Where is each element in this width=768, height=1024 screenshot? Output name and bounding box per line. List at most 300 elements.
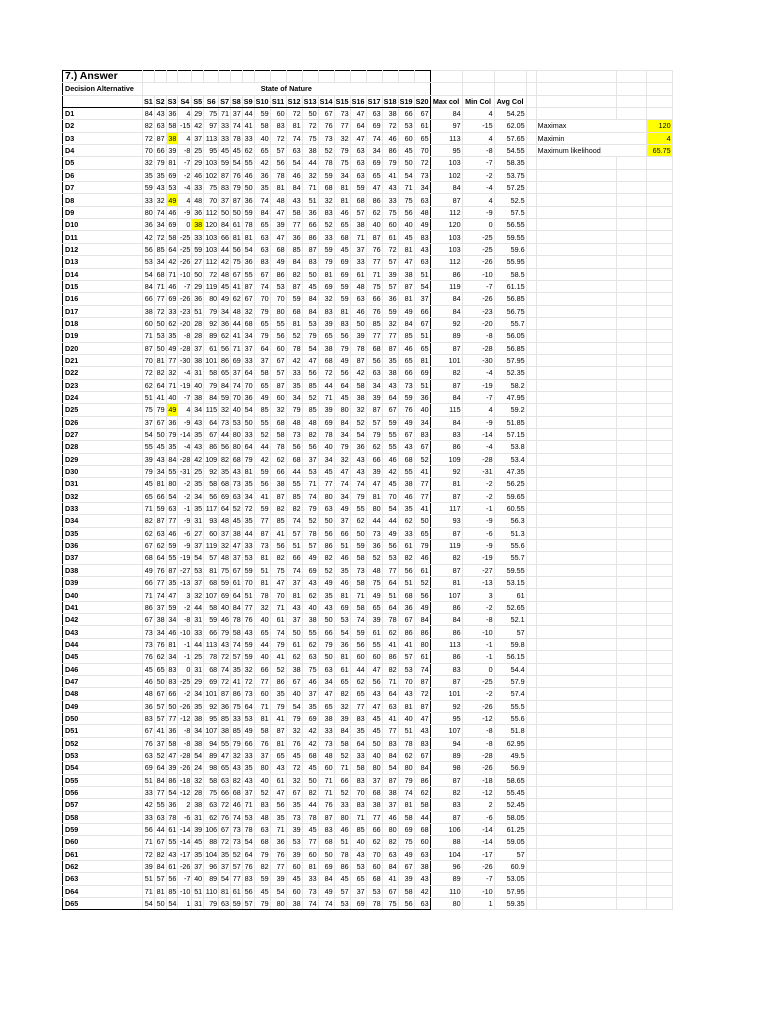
payoff-cell: 43 <box>382 182 398 194</box>
payoff-cell: 63 <box>414 898 430 910</box>
payoff-cell: 43 <box>414 243 430 255</box>
avg-cell: 59.2 <box>494 404 526 416</box>
payoff-cell: 84 <box>382 861 398 873</box>
payoff-cell: 2 <box>178 799 192 811</box>
payoff-cell: 34 <box>334 169 350 181</box>
payoff-cell: 63 <box>302 651 318 663</box>
cell <box>646 885 672 897</box>
payoff-cell: 62 <box>350 515 366 527</box>
max-cell: 87 <box>430 379 462 391</box>
payoff-cell: 31 <box>192 367 204 379</box>
payoff-cell: 77 <box>366 330 382 342</box>
payoff-cell: -9 <box>178 540 192 552</box>
payoff-cell: 63 <box>350 169 366 181</box>
cell <box>526 157 536 169</box>
cell <box>646 675 672 687</box>
payoff-cell: 45 <box>366 712 382 724</box>
cell <box>526 762 536 774</box>
payoff-cell: 77 <box>270 861 286 873</box>
payoff-cell: 84 <box>382 749 398 761</box>
payoff-cell: 84 <box>302 293 318 305</box>
payoff-cell: 72 <box>414 157 430 169</box>
min-cell: -28 <box>462 749 494 761</box>
cell <box>616 651 646 663</box>
payoff-cell: 79 <box>286 404 302 416</box>
max-cell: 84 <box>430 108 462 120</box>
payoff-cell: 106 <box>205 825 218 835</box>
payoff-cell: 75 <box>204 108 219 120</box>
payoff-cell: 49 <box>270 256 286 268</box>
payoff-cell: 61 <box>366 626 382 638</box>
maximax-value: 120 <box>646 120 672 132</box>
cell <box>646 836 672 848</box>
payoff-cell: 68 <box>350 194 366 206</box>
payoff-cell: 39 <box>350 330 366 342</box>
cell <box>536 243 616 255</box>
min-cell: -10 <box>462 268 494 280</box>
payoff-cell: 69 <box>334 268 350 280</box>
avg-cell: 53.15 <box>494 577 526 589</box>
payoff-cell: -1 <box>178 503 192 515</box>
cell <box>616 330 646 342</box>
payoff-cell: 52 <box>286 330 302 342</box>
payoff-cell: 69 <box>350 898 366 910</box>
cell <box>166 71 178 83</box>
decision-label: D29 <box>63 453 143 465</box>
payoff-cell: 35 <box>192 848 204 860</box>
payoff-cell: 47 <box>166 749 178 761</box>
decision-label: D58 <box>63 811 143 823</box>
payoff-cell: 46 <box>166 280 178 292</box>
payoff-cell: 62 <box>382 626 398 638</box>
payoff-cell: 37 <box>192 577 204 589</box>
cell <box>646 786 672 798</box>
payoff-cell: 56 <box>334 367 350 379</box>
payoff-cell: 76 <box>242 861 254 873</box>
payoff-cell: 59 <box>166 601 178 613</box>
cell <box>646 95 672 107</box>
payoff-cell: 75 <box>398 836 414 848</box>
payoff-cell: 56 <box>254 478 270 490</box>
payoff-cell: 52 <box>318 219 334 231</box>
payoff-cell: 67 <box>398 614 414 626</box>
min-cell: -13 <box>462 577 494 589</box>
avg-cell: 47.95 <box>494 391 526 403</box>
payoff-cell: 43 <box>166 848 178 860</box>
cell <box>616 552 646 564</box>
table-row <box>63 725 673 737</box>
payoff-cell: 54 <box>382 503 398 515</box>
payoff-cell: 74 <box>254 194 270 206</box>
cell <box>536 552 616 564</box>
cell <box>430 83 462 95</box>
cell <box>526 700 536 712</box>
payoff-cell: 69 <box>334 256 350 268</box>
payoff-cell: 59 <box>350 182 366 194</box>
payoff-cell: 62 <box>154 540 166 552</box>
payoff-cell: 61 <box>414 120 430 132</box>
payoff-cell: -4 <box>178 367 192 379</box>
payoff-cell: 48 <box>143 688 155 700</box>
payoff-cell: 34 <box>242 490 254 502</box>
payoff-cell: 84 <box>318 873 334 885</box>
payoff-cell: 42 <box>302 737 318 749</box>
payoff-cell: 44 <box>318 379 334 391</box>
payoff-cell: 77 <box>254 515 270 527</box>
payoff-cell: 83 <box>219 182 231 194</box>
cell <box>646 453 672 465</box>
payoff-cell: 55 <box>143 441 155 453</box>
avg-cell: 57 <box>494 626 526 638</box>
payoff-cell: 61 <box>270 774 286 786</box>
payoff-cell: 72 <box>154 305 166 317</box>
payoff-cell: 73 <box>143 626 155 638</box>
payoff-cell: 72 <box>154 231 166 243</box>
payoff-cell: 32 <box>254 601 270 613</box>
payoff-cell: 71 <box>350 231 366 243</box>
max-cell: 87 <box>430 194 462 206</box>
payoff-cell: 45 <box>334 243 350 255</box>
payoff-cell: 71 <box>270 823 286 835</box>
payoff-cell: 66 <box>366 453 382 465</box>
cell <box>526 145 536 157</box>
payoff-cell: 67 <box>398 861 414 873</box>
payoff-cell: 68 <box>366 342 382 354</box>
payoff-cell: 32 <box>334 700 350 712</box>
decision-label: D35 <box>63 527 143 539</box>
payoff-cell: 34 <box>154 219 166 231</box>
payoff-cell: 58 <box>204 774 219 786</box>
cell <box>536 712 616 724</box>
payoff-cell: 36 <box>286 231 302 243</box>
payoff-cell: 56 <box>398 898 414 910</box>
payoff-cell: -17 <box>178 848 192 860</box>
cell <box>219 71 231 83</box>
payoff-cell: 53 <box>230 416 242 428</box>
payoff-cell: 73 <box>334 108 350 120</box>
cell <box>536 95 616 107</box>
cell <box>616 490 646 502</box>
cell <box>526 83 536 95</box>
avg-cell: 55.45 <box>494 786 526 798</box>
cell <box>536 577 616 589</box>
table-row <box>63 898 673 910</box>
payoff-cell: 59 <box>242 206 254 218</box>
payoff-cell: 73 <box>318 737 334 749</box>
avg-cell: 55.7 <box>494 317 526 329</box>
cell <box>616 799 646 811</box>
cell <box>526 651 536 663</box>
payoff-cell: 37 <box>230 367 242 379</box>
max-cell: 83 <box>430 663 462 675</box>
payoff-cell: 50 <box>302 268 318 280</box>
payoff-cell: 38 <box>192 219 204 231</box>
payoff-cell: 76 <box>254 737 270 749</box>
payoff-cell: 44 <box>350 663 366 675</box>
avg-cell: 57.95 <box>494 885 526 897</box>
payoff-cell: 57 <box>398 651 414 663</box>
payoff-cell: 77 <box>366 811 382 823</box>
payoff-cell: 60 <box>270 108 286 120</box>
payoff-cell: 25 <box>192 466 204 478</box>
payoff-cell: 64 <box>242 700 254 712</box>
payoff-cell: 54 <box>286 157 302 169</box>
avg-cell: 52.45 <box>494 799 526 811</box>
payoff-cell: 78 <box>270 441 286 453</box>
payoff-cell: 71 <box>143 503 155 515</box>
payoff-cell: 46 <box>143 675 155 687</box>
payoff-cell: 69 <box>166 219 178 231</box>
cell <box>646 317 672 329</box>
payoff-cell: 57 <box>382 256 398 268</box>
payoff-cell: -2 <box>178 478 192 490</box>
payoff-cell: 66 <box>154 145 166 157</box>
cell <box>646 774 672 786</box>
cell <box>526 786 536 798</box>
max-cell: 112 <box>430 256 462 268</box>
payoff-cell: 65 <box>254 145 270 157</box>
payoff-cell: 28 <box>192 317 204 329</box>
payoff-cell: 47 <box>166 589 178 601</box>
table-row <box>63 848 673 860</box>
payoff-cell: 57 <box>302 540 318 552</box>
payoff-cell: 77 <box>166 354 178 366</box>
payoff-cell: 53 <box>242 811 254 823</box>
avg-cell: 55.5 <box>494 700 526 712</box>
decision-label: D47 <box>63 675 143 687</box>
payoff-cell: 37 <box>143 416 155 428</box>
payoff-cell: 71 <box>366 268 382 280</box>
payoff-cell: 60 <box>350 651 366 663</box>
cell <box>536 799 616 811</box>
payoff-cell: 37 <box>350 885 366 897</box>
cell <box>646 725 672 737</box>
payoff-cell: 34 <box>334 428 350 440</box>
payoff-cell: 36 <box>302 206 318 218</box>
payoff-cell: -25 <box>178 675 192 687</box>
payoff-cell: 54 <box>166 898 178 910</box>
payoff-cell: 41 <box>154 725 166 737</box>
payoff-cell: 63 <box>382 848 398 860</box>
payoff-cell: 63 <box>350 293 366 305</box>
payoff-cell: -15 <box>178 120 192 132</box>
avg-cell: 56.3 <box>494 515 526 527</box>
payoff-cell: 84 <box>286 256 302 268</box>
max-cell: 107 <box>430 725 462 737</box>
cell <box>526 552 536 564</box>
payoff-cell: 56 <box>219 342 231 354</box>
decision-label: D17 <box>63 305 143 317</box>
cell <box>430 71 462 83</box>
payoff-cell: 55 <box>366 638 382 650</box>
payoff-cell: 55 <box>270 317 286 329</box>
payoff-cell: 85 <box>166 885 178 897</box>
cell <box>646 367 672 379</box>
payoff-cell: 81 <box>398 799 414 811</box>
payoff-cell: 93 <box>204 515 219 527</box>
cell <box>526 108 536 120</box>
cell <box>646 404 672 416</box>
payoff-cell: 51 <box>143 873 155 885</box>
cell <box>526 675 536 687</box>
cell <box>526 873 536 885</box>
payoff-cell: 35 <box>230 663 242 675</box>
decision-label: D38 <box>63 564 143 576</box>
payoff-cell: 52 <box>334 786 350 798</box>
table-row <box>63 626 673 638</box>
payoff-cell: 83 <box>166 663 178 675</box>
cell <box>526 391 536 403</box>
payoff-cell: -23 <box>178 305 192 317</box>
decision-label: D52 <box>63 737 143 749</box>
payoff-cell: 85 <box>219 712 231 724</box>
payoff-cell: 64 <box>382 577 398 589</box>
payoff-cell: 32 <box>230 749 242 761</box>
payoff-cell: -10 <box>178 885 192 897</box>
payoff-cell: 59 <box>350 626 366 638</box>
payoff-cell: 64 <box>382 688 398 700</box>
payoff-cell: 65 <box>414 527 430 539</box>
table-row <box>63 564 673 576</box>
cell <box>616 71 646 83</box>
min-cell: -10 <box>462 626 494 638</box>
payoff-cell: 75 <box>204 786 219 798</box>
payoff-cell: 39 <box>166 762 178 774</box>
payoff-cell: 65 <box>154 663 166 675</box>
payoff-cell: 61 <box>350 268 366 280</box>
payoff-cell: 52 <box>414 453 430 465</box>
payoff-cell: 71 <box>382 675 398 687</box>
payoff-cell: -18 <box>178 774 192 786</box>
payoff-cell: 72 <box>219 651 231 663</box>
payoff-cell: 83 <box>318 305 334 317</box>
cell <box>143 71 155 83</box>
cell <box>616 354 646 366</box>
payoff-cell: 38 <box>398 268 414 280</box>
cell <box>646 527 672 539</box>
payoff-cell: 70 <box>143 354 155 366</box>
payoff-cell: 79 <box>398 774 414 786</box>
payoff-cell: -7 <box>178 157 192 169</box>
max-cell: 89 <box>430 330 462 342</box>
payoff-cell: 64 <box>230 589 242 601</box>
payoff-cell: 37 <box>192 861 204 873</box>
payoff-cell: 72 <box>286 762 302 774</box>
max-cell: 119 <box>430 280 462 292</box>
payoff-cell: 74 <box>366 132 382 144</box>
cell <box>646 848 672 860</box>
payoff-cell: 41 <box>230 675 242 687</box>
payoff-cell: 57 <box>270 145 286 157</box>
cell <box>646 823 672 835</box>
payoff-cell: -9 <box>178 416 192 428</box>
min-cell: -8 <box>462 725 494 737</box>
payoff-cell: 58 <box>398 885 414 897</box>
table-row <box>63 515 673 527</box>
payoff-cell: 39 <box>286 848 302 860</box>
decision-label: D43 <box>63 626 143 638</box>
payoff-cell: 40 <box>350 836 366 848</box>
payoff-cell: 64 <box>242 441 254 453</box>
payoff-cell: 53 <box>334 898 350 910</box>
table-row <box>63 157 673 169</box>
payoff-cell: 35 <box>166 577 178 589</box>
payoff-cell: 63 <box>154 811 166 823</box>
payoff-cell: 79 <box>254 305 270 317</box>
cell <box>536 861 616 873</box>
payoff-cell: 47 <box>350 132 366 144</box>
payoff-cell: 70 <box>350 786 366 798</box>
payoff-cell: 64 <box>166 243 178 255</box>
payoff-cell: 49 <box>302 552 318 564</box>
avg-cell: 59.35 <box>494 898 526 910</box>
cell <box>526 330 536 342</box>
payoff-cell: 113 <box>204 132 219 144</box>
payoff-cell: 81 <box>334 194 350 206</box>
cell <box>536 675 616 687</box>
decision-label: D42 <box>63 614 143 626</box>
payoff-cell: 28 <box>192 786 204 798</box>
payoff-cell: 67 <box>254 268 270 280</box>
payoff-cell: 71 <box>166 268 178 280</box>
payoff-cell: -4 <box>178 182 192 194</box>
payoff-cell: -4 <box>178 441 192 453</box>
avg-cell: 59.05 <box>494 836 526 848</box>
maximax-label: Maximax <box>536 120 646 132</box>
payoff-cell: 77 <box>318 478 334 490</box>
payoff-cell: 38 <box>286 898 302 910</box>
payoff-cell: 81 <box>270 182 286 194</box>
decision-label: D30 <box>63 466 143 478</box>
payoff-cell: 34 <box>192 688 204 700</box>
payoff-cell: 77 <box>382 564 398 576</box>
min-cell: -25 <box>462 675 494 687</box>
payoff-cell: 87 <box>302 243 318 255</box>
payoff-cell: 0 <box>178 219 192 231</box>
min-cell: 4 <box>462 108 494 120</box>
payoff-cell: 44 <box>414 811 430 823</box>
payoff-cell: 44 <box>192 638 204 650</box>
payoff-cell: 54 <box>398 169 414 181</box>
payoff-cell: 74 <box>219 663 231 675</box>
state-header-s9: S9 <box>243 96 253 106</box>
decision-label: D41 <box>63 601 143 613</box>
payoff-cell: 36 <box>350 441 366 453</box>
min-cell: -1 <box>462 638 494 650</box>
payoff-cell: 50 <box>350 317 366 329</box>
payoff-cell: 79 <box>350 490 366 502</box>
cell <box>536 317 616 329</box>
payoff-cell: 62 <box>302 589 318 601</box>
decision-label: D65 <box>63 898 143 910</box>
max-cell: 106 <box>430 823 462 835</box>
table-row <box>63 441 673 453</box>
payoff-cell: -26 <box>178 861 192 873</box>
cell <box>526 490 536 502</box>
payoff-cell: 40 <box>254 614 270 626</box>
payoff-cell: 32 <box>334 132 350 144</box>
payoff-cell: 53 <box>302 466 318 478</box>
cell <box>616 83 646 95</box>
payoff-cell: 68 <box>204 577 219 589</box>
payoff-cell: 72 <box>286 108 302 120</box>
cell <box>536 367 616 379</box>
payoff-cell: 87 <box>350 354 366 366</box>
payoff-cell: 81 <box>398 243 414 255</box>
cell <box>536 527 616 539</box>
payoff-cell: 43 <box>270 762 286 774</box>
payoff-cell: 81 <box>286 120 302 132</box>
